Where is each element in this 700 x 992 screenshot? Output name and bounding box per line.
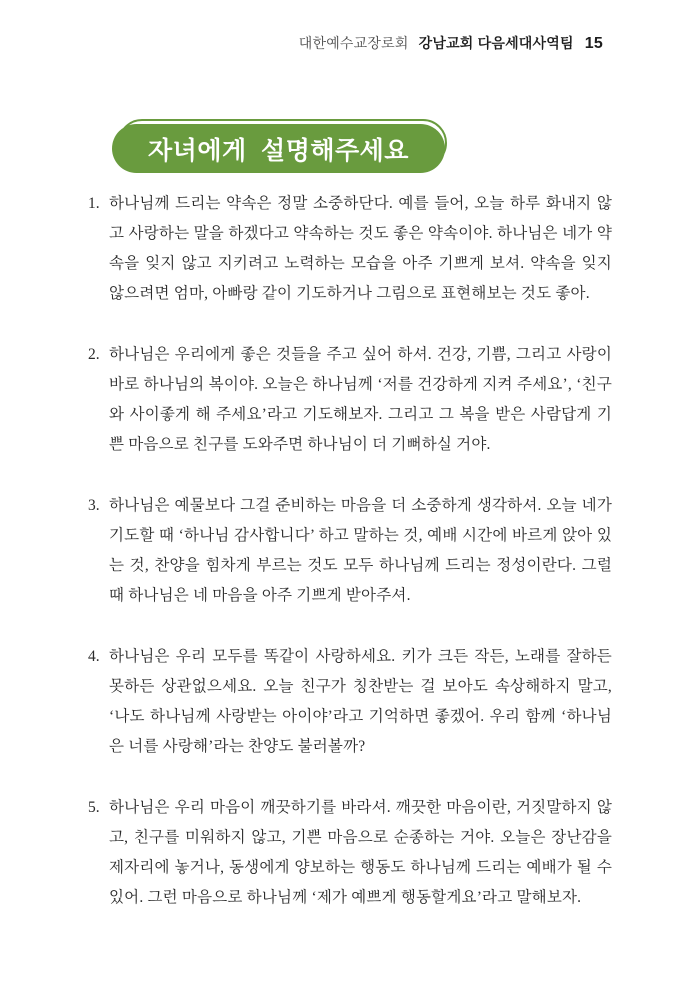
list-item-text: 하나님은 우리에게 좋은 것들을 주고 싶어 하셔. 건강, 기쁨, 그리고 사랑이 바로 하나님의 복이야. 오늘은 하나님께 ‘저를 건강하게 지켜 주세요’, ‘친구와 사이좋게 해 주세요’라고 기도해보자. 그리고 그 복을 받은 사람답게 기쁜 마음으로 친구를 도와주면 하나님이 더 기뻐하실 거야. — [109, 346, 612, 453]
list-item-text: 하나님은 우리 마음이 깨끗하기를 바라셔. 깨끗한 마음이란, 거짓말하지 않고, 친구를 미워하지 않고, 기쁜 마음으로 순종하는 거야. 오늘은 장난감을 제자리에 놓거나, 동생에게 양보하는 행동도 하나님께 드리는 예배가 될 수 있어. 그런 마음으로 하나님께 ‘제가 예쁘게 행동할게요’라고 말해보자. — [109, 799, 612, 906]
list-item — [88, 642, 612, 762]
list-item — [88, 340, 612, 460]
publisher-name: 대한예수교장로회 — [298, 35, 409, 51]
list-item-number: 4. — [88, 648, 100, 665]
list-item-text: 하나님은 예물보다 그걸 준비하는 마음을 더 소중하게 생각하셔. 오늘 네가 기도할 때 ‘하나님 감사합니다’ 하고 말하는 것, 예배 시간에 바르게 앉아 있는 것, 찬양을 힘차게 부르는 것도 모두 하나님께 드리는 정성이란다. 그럴 때 하나님은 네 마음을 아주 기쁘게 받아주셔. — [109, 497, 612, 604]
list-item — [88, 793, 612, 913]
list-item — [88, 189, 612, 309]
list-item-text: 하나님은 우리 모두를 똑같이 사랑하세요. 키가 크든 작든, 노래를 잘하든 못하든 상관없으세요. 오늘 친구가 칭찬받는 걸 보아도 속상해하지 말고, ‘나도 하나님께 사랑받는 아이야’라고 기억하면 좋겠어. 우리 함께 ‘하나님은 너를 사랑해’라는 찬양도 불러볼까? — [109, 648, 612, 755]
list-item — [88, 491, 612, 611]
list-item-number: 1. — [88, 195, 100, 212]
section-title: 자녀에게 설명해주세요 — [148, 136, 409, 165]
list-item-number: 3. — [88, 497, 100, 514]
list-item-number: 5. — [88, 799, 100, 816]
list-item-number: 2. — [88, 346, 100, 363]
explanation-list — [88, 189, 612, 944]
list-item-text: 하나님께 드리는 약속은 정말 소중하단다. 예를 들어, 오늘 하루 화내지 않고 사랑하는 말을 하겠다고 약속하는 것도 좋은 약속이야. 하나님은 네가 약속을 잊지 않고 지키려고 노력하는 모습을 아주 기쁘게 보셔. 약속을 잊지 않으려면 엄마, 아빠랑 같이 기도하거나 그림으로 표현해보는 것도 좋아. — [109, 195, 612, 302]
running-head — [299, 33, 603, 53]
section-banner — [112, 124, 445, 173]
organization-name: 강남교회 다음세대사역팀 — [418, 35, 574, 51]
page-number: 15 — [584, 35, 603, 52]
banner-pill — [112, 124, 445, 173]
